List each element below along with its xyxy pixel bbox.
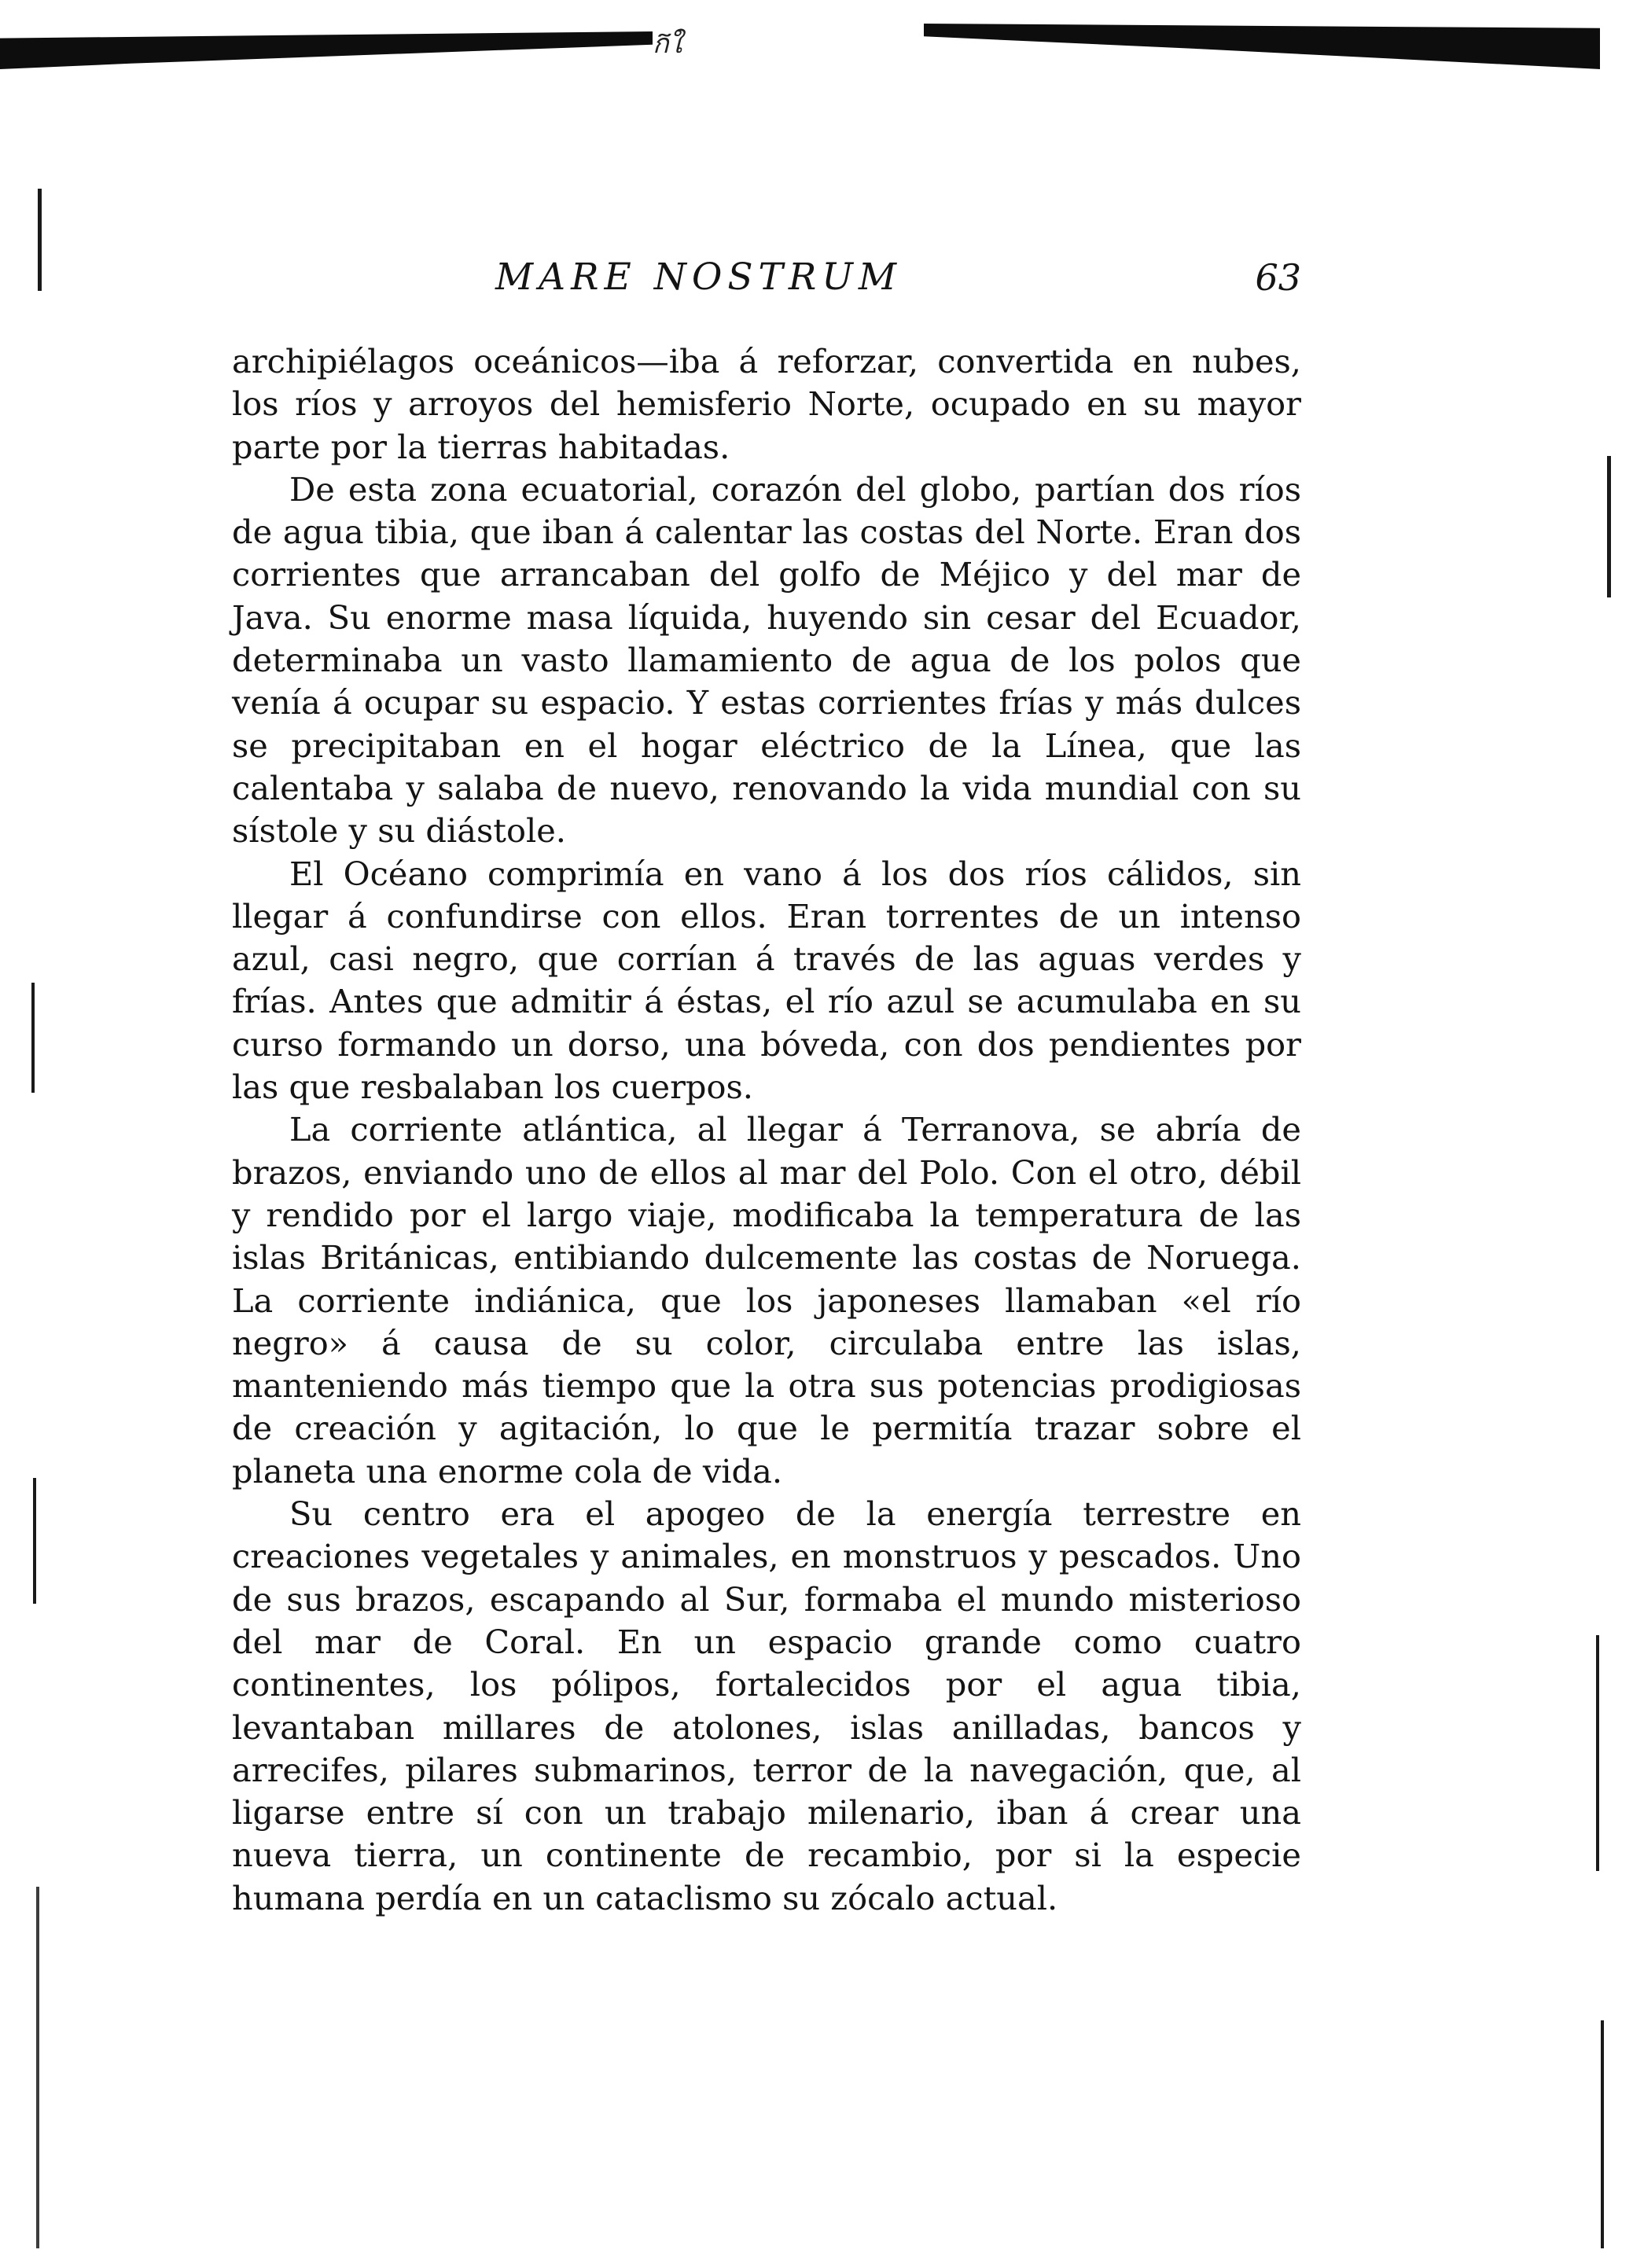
running-head xyxy=(232,250,1301,305)
scan-edge-line xyxy=(38,189,42,291)
running-title: MARE NOSTRUM xyxy=(495,255,903,299)
scan-edge-line xyxy=(1596,1635,1599,1871)
body-text xyxy=(232,340,1301,1920)
scan-edge-line xyxy=(31,983,35,1093)
paragraph: El Océano comprimía en vano á los dos ríos cálidos, sin llegar á confundirse con ellos. Eran torrentes de un intenso azul, casi negro, que corrían á través de las aguas verdes y frías. Antes que admitir á éstas, el río azul se acumulaba en su curso formando un dorso, una bóveda, con dos pendientes por las que resbalaban los cuerpos. xyxy=(232,854,1301,1107)
scan-mark: ก̃ใ xyxy=(653,28,682,60)
scan-edge-shadow-right xyxy=(924,24,1600,69)
paragraph: De esta zona ecuatorial, corazón del globo, partían dos ríos de agua tibia, que iban á calentar las costas del Norte. Eran dos corrientes que arrancaban del golfo de Méjico y del mar de Java. Su enorme masa líquida, huyendo sin cesar del Ecuador, determinaba un vasto llamamiento de agua de los polos que venía á ocupar su espacio. Y estas corrientes frías y más dulces se precipitaban en el hogar eléctrico de la Línea, que las calentaba y salaba de nuevo, renovando la vida mundial con su sístole y su diástole. xyxy=(232,469,1301,851)
scan-edge-line xyxy=(33,1478,36,1604)
paragraph: archipiélagos oceánicos—iba á reforzar, convertida en nubes, los ríos y arroyos del hemisferio Norte, ocupado en su mayor parte por la tierras habitadas. xyxy=(232,342,1301,466)
page-number: 63 xyxy=(1255,256,1301,299)
scan-edge-line xyxy=(36,1887,39,2248)
paragraph: Su centro era el apogeo de la energía terrestre en creaciones vegetales y animales, en monstruos y pescados. Uno de sus brazos, escapando al Sur, formaba el mundo misterioso del mar de Coral. En un espacio grande como cuatro continentes, los pólipos, fortalecidos por el agua tibia, levantaban millares de atolones, islas anilladas, bancos y arrecifes, pilares submarinos, terror de la navegación, que, al ligarse entre sí con un trabajo milenario, iban á crear una nueva tierra, un continente de recambio, por si la especie humana perdía en un cataclismo su zócalo actual. xyxy=(232,1494,1301,1917)
scan-edge-shadow-left xyxy=(0,31,653,69)
scan-edge-line xyxy=(1607,456,1611,597)
scan-edge-line xyxy=(1601,2020,1604,2248)
paragraph: La corriente atlántica, al llegar á Terranova, se abría de brazos, enviando uno de ellos al mar del Polo. Con el otro, débil y rendido por el largo viaje, modificaba la temperatura de las islas Británicas, entibiando dulcemente las costas de Noruega. La corriente indiánica, que los japoneses llamaban «el río negro» á causa de su color, circulaba entre las islas, manteniendo más tiempo que la otra sus potencias prodigiosas de creación y agitación, lo que le permitía trazar sobre el planeta una enorme cola de vida. xyxy=(232,1110,1301,1491)
